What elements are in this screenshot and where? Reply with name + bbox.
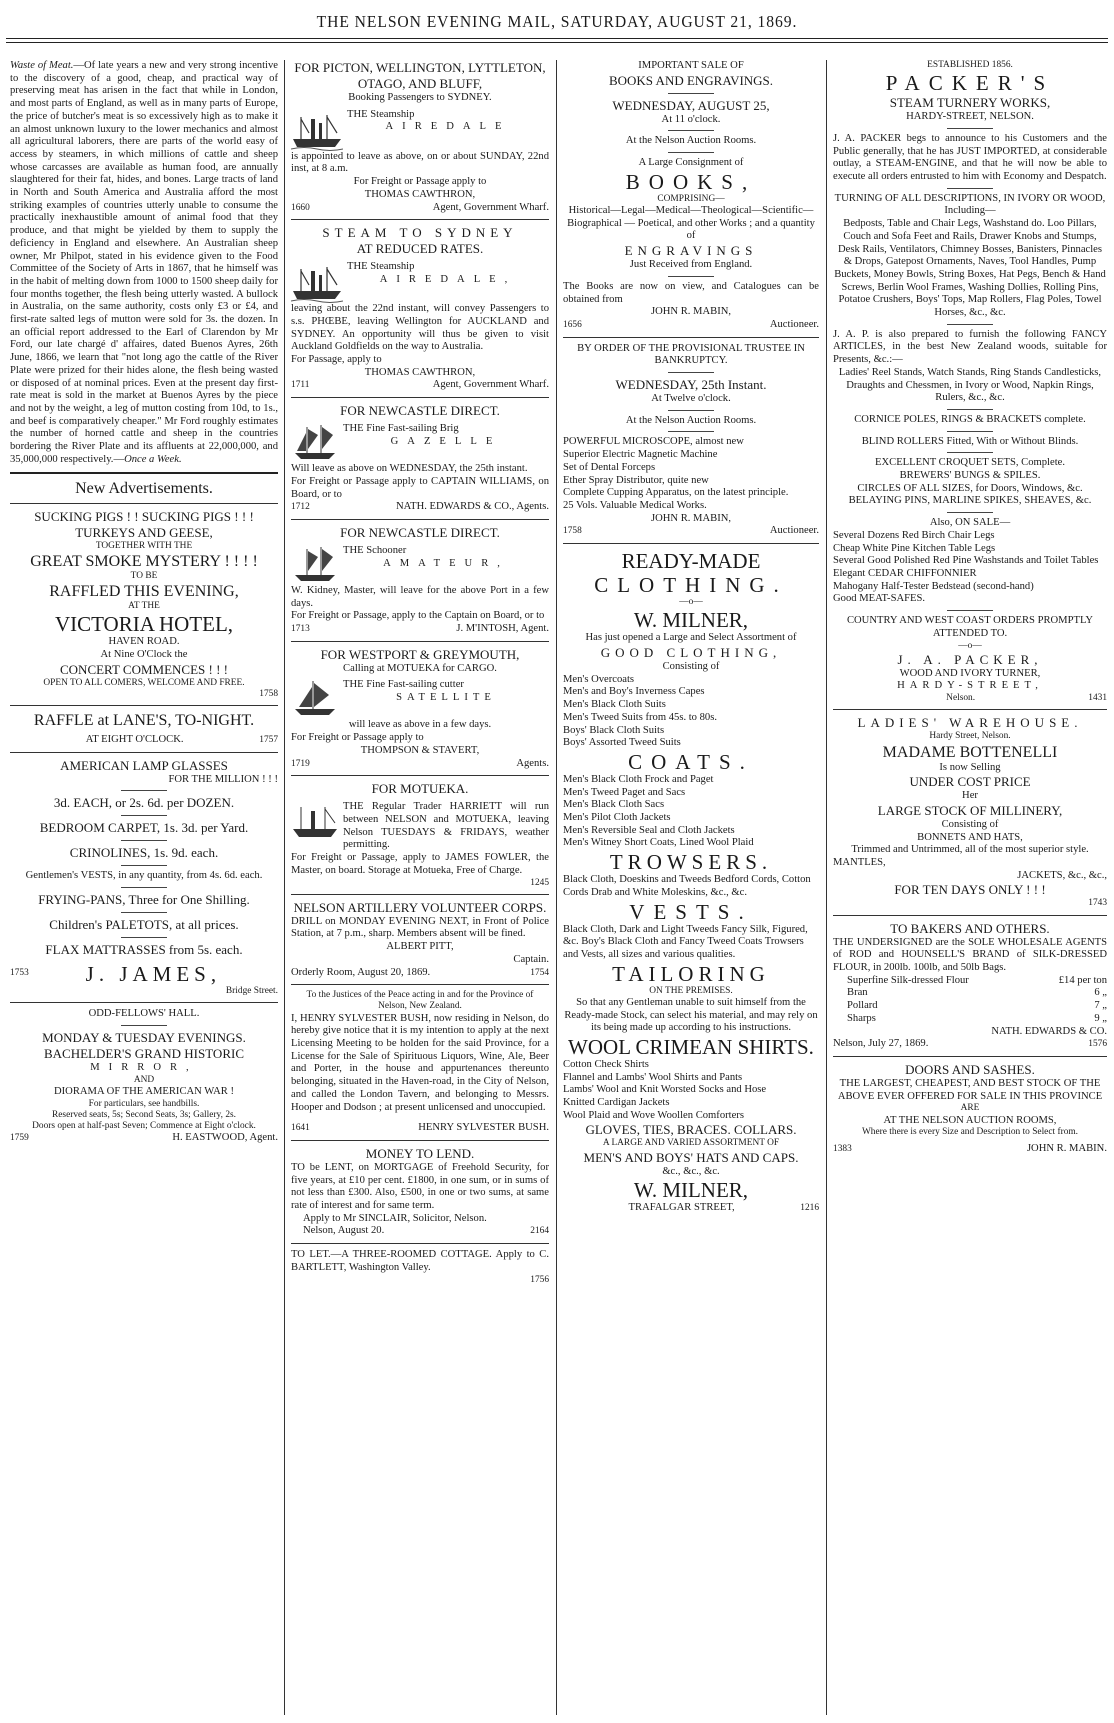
ad-date: WEDNESDAY, AUGUST 25, [612,97,770,113]
list-item: Men's Pilot Cloth Jackets [563,812,671,824]
ad-body: W. Kidney, Master, will leave for the above Port in a few days. [291,584,549,609]
list-item: Men's Overcoats [563,673,635,685]
masthead-rule-top [6,38,1108,39]
ad-number: 1753 [10,968,29,979]
ad-line: WOOD AND IVORY TURNER, [899,667,1041,679]
ad-line: BACHELDER'S GRAND HISTORIC [43,1045,244,1061]
ship-name: GAZELLE [390,435,502,447]
ad-heading: GLOVES, TIES, BRACES. COLLARS. [585,1122,797,1138]
steamship-icon [291,261,343,303]
ad-line: CONCERT COMMENCES ! ! ! [60,661,228,677]
ad-heading: TO BAKERS AND OTHERS. [890,920,1050,936]
ad-signature: J. A. PACKER, [897,651,1043,667]
ad-line: At Nine O'Clock the [100,648,188,660]
ad-heading: STEAM TURNERY WORKS, [889,95,1051,111]
ad-line: AT THE NELSON AUCTION ROOMS, [883,1114,1057,1126]
list-item: 25 Vols. Valuable Medical Works. [563,499,707,511]
ad-number: 1758 [563,526,582,537]
ad-line: Is now Selling [939,761,1001,773]
ad-number: 1757 [259,734,278,745]
article-body: —Of late years a new and very strong incentive to the discovery of a good, cheap, and practical way of preserving meat has arisen in the fact that while in London, and most parts of England, as well as in many parts of Europe, the price of butcher's meat is so excessively high as to make it an almost unknown luxury to the lower mechanics and almost all agricultural laborers, there are parts of the world easy of access by steamers, in which millions of cattle and sheep whose carcasses are available as human food, are annually slaughtered for their fat, hides, and bones. Large tracts of land in North and South America and Australia afford the most striking examples of countries utterly unable to consume the practically inexhaustible amount of animal food that they produce, and that might be yielded by them to supply the deficiency in England and elsewhere. An Australian sheep owner, Mr Philpot, stated in his evidence given to the Food Committee of the Society of Arts in 1867, that he himself was in the habit of melting down from 1000 to 1500 sheep daily for four months together, the flesh being utterly wasted. A bullock in Australia, on the same authority, costs only £3 or £4, and first-rate salted legs of mutton were sold for 3s. the dozen. In an official report addressed to the Earl of Clarendon by Mr Ford, our late chargé d' affaires, dated Buenos Ayres, 26th June, 1866, we learn that "not long ago the cattle of the River Plate were prized for their hides alone, the flesh being wasted or disposed of at nominal prices. Even at the present day first-rate meat is sold in the market at Buenos Ayres by the piece and not by the weight, a leg of mutton costing from 10d, to 1s., and beef is comparatively cheaper." Mr Ford roughly estimates the number of horned cattle and sheep in the countries bordering the River Plate and its affluents at 22,000,000, and 35,000,000 respectively.— [10,60,278,465]
ad-line: MADAME BOTTENELLI [882,743,1058,761]
ad-amateur [291,525,549,636]
ad-heading: To the Justices of the Peace acting in and for the Province of Nelson, New Zealand. [306,990,534,1012]
ad-line: RAFFLED THIS EVENING, [49,582,239,600]
ad-line: BLIND ROLLERS Fitted, With or Without Blinds. [861,435,1079,447]
price-row [847,1000,1107,1013]
list-item: Set of Dental Forceps [563,461,656,473]
ad-doors-and-sashes [833,1062,1107,1155]
list-item: Men's and Boy's Inverness Capes [563,686,705,698]
ad-line: Auctioneer. [769,525,819,537]
ad-line: UNDER COST PRICE [909,774,1031,790]
ad-line: Agent, Government Wharf. [432,379,549,391]
article-waste-of-meat [10,60,278,467]
ad-number: 1754 [530,967,549,978]
ad-body: The Books are now on view, and Catalogues can be obtained from [563,280,819,305]
ad-separator: —o— [679,597,703,608]
ad-line: MONDAY & TUESDAY EVENINGS. [42,1029,246,1045]
ad-line: Auctioneer. [769,318,819,330]
list-item: Several Dozens Red Birch Chair Legs [833,529,995,541]
ad-signature: JOHN R. MABIN. [1026,1142,1107,1154]
ship-name: AIREDALE [385,121,511,133]
ad-line: GOOD CLOTHING, [600,644,782,660]
ad-line: FLAX MATTRASSES from 5s. each. [45,942,243,958]
ad-line: For particulars, see handbills. [88,1098,200,1109]
price-value: 6 „ [1094,987,1107,999]
ad-line: HAVEN ROAD. [108,636,180,648]
ad-line: THE Fine Fast-sailing cutter [343,679,464,691]
list-item: Mahogany Half-Tester Bedstead (second-hand) [833,580,1034,592]
list-item: Superior Electric Magnetic Machine [563,449,718,461]
ad-books-sale [563,60,819,332]
ad-lanes-raffle [10,711,278,747]
ad-line: SUCKING PIGS ! ! SUCKING PIGS ! ! ! [34,508,254,524]
ad-body: Black Cloth, Doeskins and Tweeds Bedford Cords, Cotton Cords Drab and White Moleskins, &c., &c. [563,874,811,898]
ad-address: HARDY-STREET, NELSON. [906,111,1034,123]
ad-line: BREWERS' BUNGS & SPILES. [899,470,1041,482]
ad-line: TURKEYS AND GEESE, [75,524,213,540]
ship-name: SATELLITE [396,692,496,704]
ad-signature: NATH. EDWARDS & CO. [991,1025,1107,1037]
ad-body: Black Cloth, Dark and Light Tweeds Fancy Silk, Figured, &c. Boy's Black Cloth and Fancy Tweed Coats Trowsers and Vests, all sizes and various qualities. [563,923,808,960]
ad-line: CRINOLINES, 1s. 9d. each. [69,845,219,861]
ad-heading: DOORS AND SASHES. [905,1061,1035,1077]
ad-number: 1656 [563,319,582,330]
ad-line: COUNTRY AND WEST COAST ORDERS PROMPTLY ATTENDED TO. [846,615,1094,639]
ad-line: Agent, Government Wharf. [432,201,549,213]
ad-line: ENGRAVINGS [624,243,758,259]
ad-line: &c., &c., &c. [662,1165,720,1177]
ad-line: DIORAMA OF THE AMERICAN WAR ! [53,1085,234,1097]
column-1 [10,60,278,1719]
ad-cottage [291,1249,549,1286]
ad-line: THE Steamship [347,108,415,120]
ad-heading: READY-MADE [621,549,761,574]
list-item: Men's Tweed Suits from 45s. to 80s. [563,711,717,723]
ad-line: THOMAS CAWTHRON, [364,366,476,378]
ad-line: JACKETS, &c., &c., [1017,869,1107,881]
ad-line: BEDROOM CARPET, 1s. 3d. per Yard. [39,820,249,836]
ad-line: AMERICAN LAMP GLASSES [60,757,228,773]
ad-heading: CLOTHING. [594,573,788,598]
ad-gazelle [291,403,549,514]
ad-artillery [291,900,549,980]
ad-line: AND [133,1074,155,1085]
ad-body: DRILL on MONDAY EVENING NEXT, in Front of Police Station, at 7 p.m., sharp. Members absent will be fined. [291,915,549,940]
ad-line: Trimmed and Untrimmed, all of the most superior style. [851,844,1089,856]
ad-line: J. M'INTOSH, Agent. [456,623,549,635]
ad-number: 1711 [291,380,310,391]
ad-line: ARE [960,1103,980,1114]
ad-line: Gentlemen's VESTS, in any quantity, from 4s. 6d. each. [25,870,263,882]
list-item: Men's Black Cloth Sacs [563,799,665,811]
ship-name: AIREDALE, [379,273,517,285]
ad-raffle [10,509,278,700]
list-item: Lambs' Wool and Knit Worsted Socks and Hose [563,1084,767,1096]
ad-heading: PACKER'S [885,71,1055,96]
column-divider [826,60,827,1715]
ad-line: Consisting of [662,660,720,672]
list-item: Men's Black Cloth Suits [563,699,666,711]
ad-line: For Freight or Passage, apply to JAMES FOWLER, the Master, on board. Storage at Motueka, Free of Charge. [291,852,549,876]
ad-address: Bridge Street. [225,986,278,997]
price-row [847,987,1107,1000]
ad-line: THE Steamship [347,261,415,273]
ad-heading: COATS. [628,749,754,774]
ad-oddfellows-hall [10,1008,278,1145]
ad-body: TO be LENT, on MORTGAGE of Freehold Security, for five years, at £10 per cent. £1800, in one sum, or in sums of not less than £300. Also, £500, in one or two sums, at same rate of interest and for same term. [291,1161,549,1212]
ad-line: 3d. EACH, or 2s. 6d. per DOZEN. [53,795,235,811]
ad-line: BOOKS, [625,169,757,194]
ad-line: For Freight or Passage, apply to the Captain on Board, or to [291,610,545,622]
price-row [847,975,1107,988]
column-2 [291,60,549,1719]
ad-signature: JOHN R. MABIN, [650,306,732,318]
ad-line: MANTLES, [833,857,886,869]
ad-number: 1216 [800,1203,819,1214]
article-title: Waste of Meat. [10,60,74,71]
ad-address: TRAFALGAR STREET, [628,1202,735,1214]
ad-address: HARDY-STREET, [897,680,1043,692]
ad-line: OPEN TO ALL COMERS, WELCOME AND FREE. [43,677,245,688]
ad-number: 1245 [530,877,549,888]
ad-line: Apply to Mr SINCLAIR, Solicitor, Nelson. [303,1212,487,1224]
ad-line: Her [962,790,978,802]
ad-body: Will leave as above on WEDNESDAY, the 25th instant. [291,463,528,475]
ad-signature: H. EASTWOOD, Agent. [172,1132,278,1144]
ad-body: is appointed to leave as above, on or about SUNDAY, 22nd inst, at 8 a.m. [291,150,549,175]
ad-number: 2164 [530,1226,549,1237]
ad-heading: BY ORDER OF THE PROVISIONAL TRUSTEE IN BANKRUPTCY. [577,342,805,367]
price-item: Bran [847,987,868,999]
ad-date: WEDNESDAY, 25th Instant. [615,377,767,393]
ad-body: will leave as above in a few days. [348,719,492,731]
ad-heading: STEAM TO SYDNEY [322,225,518,241]
ad-heading: BOOKS AND ENGRAVINGS. [608,72,774,88]
ad-heading: FOR NEWCASTLE DIRECT. [340,403,500,419]
ad-heading: TROWSERS. [609,850,773,875]
ad-signature: HENRY SYLVESTER BUSH. [418,1122,549,1134]
ad-line: VICTORIA HOTEL, [54,612,234,637]
ad-line: Consisting of [941,818,999,830]
ad-number: 1759 [10,1133,29,1144]
list-item: Complete Cupping Apparatus, on the latest principle. [563,487,789,499]
ad-line: THE Schooner [343,544,407,556]
ad-line: Has just opened a Large and Select Assortment of [585,632,797,644]
ad-line: For Freight or Passage apply to CAPTAIN WILLIAMS, on Board, or to [291,475,549,500]
article-source: Once a Week. [124,453,182,465]
ad-line: FRYING-PANS, Three for One Shilling. [38,892,250,908]
ad-address: Hardy Street, Nelson. [929,731,1011,742]
ad-line: At the Nelson Auction Rooms. [625,414,757,426]
ad-line: ODD-FELLOWS' HALL. [88,1008,200,1020]
ad-line: FOR THE MILLION ! ! ! [168,773,278,785]
ad-line: AT THE [128,600,160,611]
ad-line: THE Fine Fast-sailing Brig [343,423,459,435]
ad-body: TO LET.—A THREE-ROOMED COTTAGE. Apply to C. BARTLETT, Washington Valley. [291,1249,549,1273]
ad-heading: FOR MOTUEKA. [371,781,469,797]
ad-heading: MEN'S AND BOYS' HATS AND CAPS. [583,1149,799,1165]
ad-line: Also, ON SALE— [929,517,1011,529]
price-value: 9 „ [1094,1012,1107,1024]
ad-milner-clothing [563,549,819,1215]
ad-line: At 11 o'clock. [661,113,721,125]
ad-line: GREAT SMOKE MYSTERY ! ! ! ! [30,552,258,570]
ad-body: leaving about the 22nd instant, will convey Passengers to s.s. PHŒBE, leaving Wellington for AUCKLAND and SYDNEY. An opportunity will thus be given to visit Auckland Goldfields on the way to Australia. [291,303,549,353]
ad-number: 1758 [259,688,278,699]
ad-number: 1713 [291,624,310,635]
ad-line: A LARGE AND VARIED ASSORTMENT OF [602,1138,780,1149]
ad-line: MIRROR, [90,1061,198,1073]
price-row [847,1013,1107,1026]
ad-address: Nelson. [946,693,976,704]
masthead: THE NELSON EVENING MAIL, SATURDAY, AUGUST 21, 1869. [316,12,798,31]
ad-body: J. A. P. is also prepared to furnish the following FANCY ARTICLES, in the best New Zealand woods, suitable for Presents, &c.:— [833,328,1107,366]
ad-subheading: Booking Passengers to SYDNEY. [348,92,492,103]
ad-line: BELAYING PINS, MARLINE SPIKES, SHEAVES, &c. [848,495,1092,507]
ad-line: Including— [944,205,996,217]
ad-line: THOMPSON & STAVERT, [360,744,480,756]
ad-body: Historical—Legal—Medical—Theological—Scientific—Biographical — Poetical, and other Works ; and a quantity of [567,205,815,242]
ad-number: 1576 [1088,1039,1107,1050]
ad-picton [291,60,549,214]
ad-heading: MONEY TO LEND. [365,1145,475,1161]
ad-heading: WOOL CRIMEAN SHIRTS. [568,1034,814,1059]
ad-heading: LADIES' WAREHOUSE. [857,715,1083,731]
ad-licensing-notice [291,990,549,1135]
list-item: Knitted Cardigan Jackets [563,1097,670,1109]
ad-body: THE Regular Trader HARRIETT will run between NELSON and MOTUEKA, leaving Nelson TUESDAYS & FRIDAYS, weather permitting. [343,801,549,851]
ad-heading: TAILORING [612,961,770,986]
list-item: Flannel and Lambs' Wool Shirts and Pants [563,1071,743,1083]
list-item: Men's Tweed Paget and Sacs [563,786,686,798]
ad-date: Nelson, July 27, 1869. [833,1038,929,1050]
steamship-icon [291,109,343,151]
list-item: Boys' Assorted Tweed Suits [563,737,681,749]
price-item: Superfine Silk-dressed Flour [847,974,969,986]
price-value: 7 „ [1094,1000,1107,1012]
steamship-icon [291,801,339,841]
sailing-ship-icon [291,679,339,719]
list-item: Cheap White Pine Kitchen Table Legs [833,542,996,554]
ad-body: THE LARGEST, CHEAPEST, AND BEST STOCK OF THE ABOVE EVER OFFERED FOR SALE IN THIS PROVINCE [837,1077,1103,1102]
ad-line: Captain. [513,953,549,965]
ad-line: COMPRISING— [657,193,725,204]
ad-line: For Passage, apply to [291,354,382,366]
ad-number: 1719 [291,758,310,769]
list-item: Men's Black Cloth Frock and Paget [563,773,714,785]
ad-line: CORNICE POLES, RINGS & BRACKETS complete. [854,413,1086,425]
ship-name: AMATEUR, [383,557,509,569]
ad-number: 1431 [1088,693,1107,704]
ad-satellite [291,647,549,771]
ad-to-bakers [833,921,1107,1051]
ad-number: 1660 [291,202,310,213]
ad-line: Nelson, August 20. [303,1225,385,1237]
ad-line: FOR TEN DAYS ONLY ! ! ! [894,882,1046,898]
list-item: Good MEAT-SAFES. [833,593,926,605]
ad-line: At the Nelson Auction Rooms. [625,135,757,147]
ad-line: CIRCLES OF ALL SIZES, for Doors, Windows, &c. [857,482,1083,494]
ad-heading: FOR PICTON, WELLINGTON, LYTTLETON, OTAGO, AND BLUFF, [294,60,546,91]
ad-line: RAFFLE at LANE'S, TO-NIGHT. [33,711,255,729]
ad-line: Doors open at half-past Seven; Commence at Eight o'clock. [32,1120,256,1131]
ad-body: Bedposts, Table and Chair Legs, Washstand do. Loo Pillars, Couch and Sofa Feet and Rails, Drawer Knobs and Stumps, Desk Rails, Ventilators, Chimney Bosses, Banisters, Pinnacles & Drops, Gatepost Ornaments, Naves, Tool Handles, Pump Buckets, Money Bowls, String Boxes, Hat Pegs, Bench & Hand Screws, Berlin Wool Frames, Washing Dollies, Rolling Pins, Potatoe Crushers, Boys' Tops, Map Rollers, Flag Poles, Towel Horses, &c., &c. [834,218,1106,319]
ad-line: ON THE PREMISES. [649,985,733,996]
ad-subheading: Calling at MOTUEKA for CARGO. [343,662,497,674]
price-item: Pollard [847,1000,878,1012]
ad-line: W. MILNER, [633,608,749,633]
ad-line: Just Received from England. [629,259,753,271]
list-item: POWERFUL MICROSCOPE, almost new [563,436,744,448]
ad-body: Ladies' Reel Stands, Watch Stands, Ring Stands Candlesticks, Draughts and Chessmen, in Ivory or Wood, Napkin Rings, Rulers, &c., &c. [838,366,1102,404]
price-value: £14 per ton [1058,974,1107,986]
list-item: Elegant CEDAR CHIFFONNIER [833,568,977,579]
ad-number: 1756 [530,1274,549,1285]
ad-number: 1641 [291,1123,310,1134]
ad-line: Where there is every Size and Description to Select from. [861,1127,1079,1138]
list-item: Ether Spray Distributor, quite new [563,474,709,486]
ad-line: ESTABLISHED 1856. [927,60,1013,70]
price-item: Sharps [847,1012,876,1024]
list-item: Several Good Polished Red Pine Washstands and Toilet Tables [833,555,1099,567]
masthead-rule-bottom [6,42,1108,43]
ad-line: Reserved seats, 5s; Second Seats, 3s; Gallery, 2s. [52,1109,236,1120]
ad-body: THE UNDERSIGNED are the SOLE WHOLESALE AGENTS of ROD and HOUNSELL'S BRAND of SILK-DRESSED FLOUR, in 200lb. 100lb, and 50lb Bags. [833,936,1107,974]
column-3 [563,60,819,1719]
ad-separator: —o— [958,640,982,651]
ad-signature: W. MILNER, [633,1178,749,1203]
ad-heading: VESTS. [629,899,753,924]
ad-line: NATH. EDWARDS & CO., Agents. [395,501,549,513]
ad-line: TOGETHER WITH THE [95,540,193,551]
column-4 [833,60,1107,1719]
section-heading: New Advertisements. [75,479,213,497]
ad-line: For Freight or Passage apply to [353,176,487,188]
ad-signature: ALBERT PITT, [386,941,454,953]
column-divider [284,60,285,1715]
ad-line: LARGE STOCK OF MILLINERY, [877,802,1063,818]
ad-number: 1743 [1088,898,1107,909]
list-item: Men's Witney Short Coats, Lined Wool Plaid [563,837,754,849]
ad-heading: IMPORTANT SALE OF [638,60,744,71]
ad-ladies-warehouse [833,715,1107,909]
ad-packer-turnery [833,60,1107,704]
ad-line: TO BE [130,570,158,581]
sailing-ship-icon [291,423,339,463]
ad-bankruptcy-sale [563,343,819,538]
ad-number: 1712 [291,502,310,513]
list-item: Men's Reversible Seal and Cloth Jackets [563,824,735,836]
list-item: Cotton Check Shirts [563,1058,649,1070]
ad-line: A Large Consignment of [638,157,744,169]
list-item: Boys' Black Cloth Suits [563,724,665,736]
column-divider [556,60,557,1715]
ad-heading: TURNING OF ALL DESCRIPTIONS, IN IVORY OR WOOD, [834,192,1106,204]
ad-line: Orderly Room, August 20, 1869. [291,966,431,978]
ad-money-to-lend [291,1146,549,1238]
sailing-ship-icon [291,545,339,585]
ad-heading: NELSON ARTILLERY VOLUNTEER CORPS. [293,899,547,915]
ad-line: EXCELLENT CROQUET SETS, Complete. [875,457,1065,469]
ad-subheading: AT REDUCED RATES. [356,241,484,257]
ad-line: Agents. [516,757,549,769]
ad-lamp-glasses [10,758,278,998]
ad-signature: JOHN R. MABIN, [650,512,732,524]
ad-steam-to-sydney [291,225,549,392]
ad-line: At Twelve o'clock. [651,393,731,405]
ad-line: BONNETS AND HATS, [917,831,1023,843]
ad-motueka [291,781,549,888]
ad-line: For Freight or Passage apply to [291,732,424,744]
list-item: Wool Plaid and Wove Woollen Comforters [563,1109,744,1121]
ad-heading: FOR NEWCASTLE DIRECT. [340,524,500,540]
ad-body: J. A. PACKER begs to announce to his Customers and the Public generally, that he has JUST IMPORTED, at considerable outlay, a STEAM-ENGINE, and that he will now be able to execute all orders entrusted to him with Economy and Despatch. [833,132,1107,183]
ad-number: 1383 [833,1143,852,1154]
ad-body: So that any Gentleman unable to suit himself from the Ready-made Stock, can select his material, and may rely on its being made up according to his instructions. [564,996,818,1034]
ad-heading: FOR WESTPORT & GREYMOUTH, [320,646,520,662]
ad-line: AT EIGHT O'CLOCK. [85,733,184,745]
ad-line: Children's PALETOTS, at all prices. [49,917,239,933]
ad-line: THOMAS CAWTHRON, [364,188,476,200]
ad-body: I, HENRY SYLVESTER BUSH, now residing in Nelson, do hereby give notice that it is my intention to apply at the next Licensing Meeting to be holden for the said Province, for a License for the Sale of Spirituous Liquors, Wine, Ale, Beer and Porter, in the house and appurtenances thereunto belonging, situated in the Haven-road, in the City of Nelson, and called the London Tavern, and belonging to Messrs. Hooper and Dodson ; at present unlicensed and unoccupied. [291,1012,549,1113]
ad-signature: J. JAMES, [85,962,222,987]
